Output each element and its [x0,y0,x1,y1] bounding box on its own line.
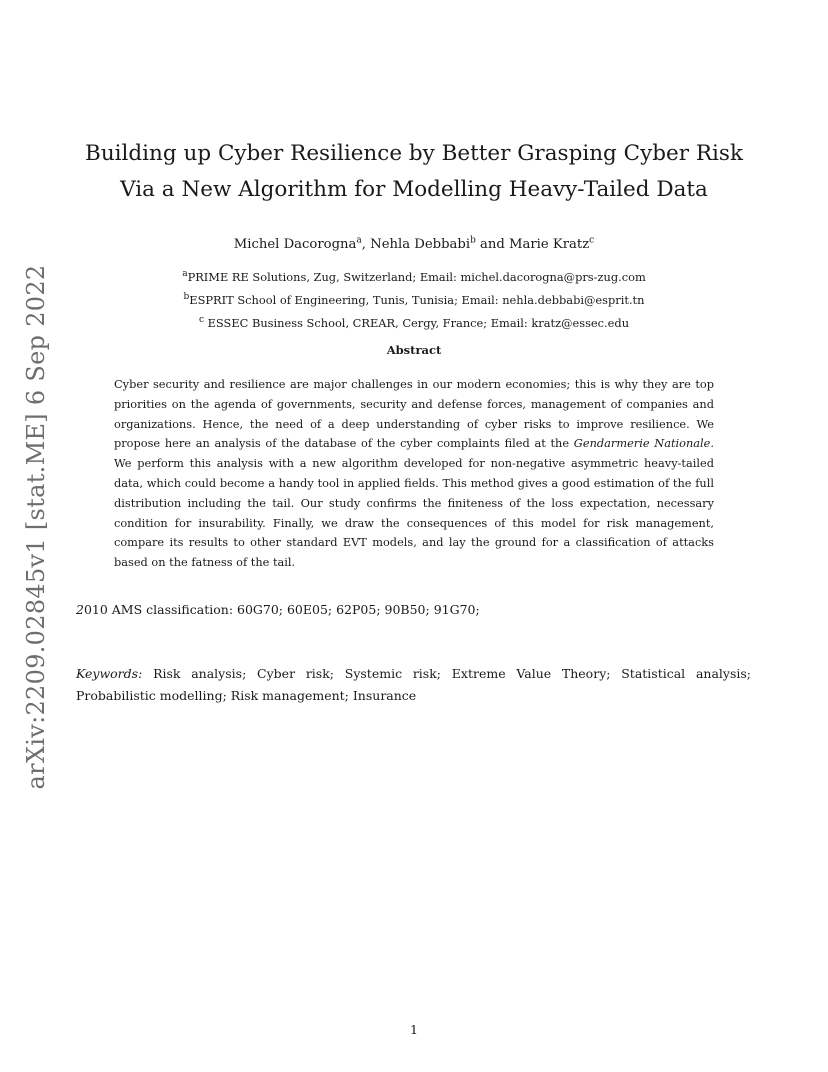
abstract-text [114,375,714,573]
author-mark: b [470,235,476,246]
arxiv-stamp-text: arXiv:2209.02845v1 [stat.ME] 6 Sep 2022 [22,264,50,790]
abstract-italic-term: Gendarmerie Nationale [573,436,711,451]
affiliation-text: PRIME RE Solutions, Zug, Switzerland; Email: michel.dacorogna@prs-zug.com [187,270,646,284]
title-line-1: Building up Cyber Resilience by Better Grasping Cyber Risk [85,141,743,166]
affiliation-text: ESPRIT School of Engineering, Tunis, Tunisia; Email: nehla.debbabi@esprit.tn [189,293,645,307]
affiliation [0,312,828,335]
author-separator: , [361,237,371,252]
author-name: Michel Dacorogna [233,237,357,252]
affiliation-mark: b [183,292,190,303]
abstract-text-part: . We perform this analysis with a new algorithm developed for non-negative asymmetric heavy-tailed data, which could become a handy tool in applied fields. This method gives a good estimation of the full distribution including the tail. Our study confirms the finiteness of the loss expectation, necessary condition for insurability. Finally, we draw the consequences of this model for risk management, compare its results to other standard EVT models, and lay the ground for a classification of attacks based on the fatness of the tail. [114,436,715,570]
author-mark: c [589,235,595,246]
title-line-2: Via a New Algorithm for Modelling Heavy-Tailed Data [120,177,708,202]
affiliation [0,266,828,289]
paper-title [0,136,828,208]
ams-mark: 2 [76,602,84,617]
keywords [76,663,751,707]
abstract-heading: Abstract [386,343,442,357]
keywords-text: Risk analysis; Cyber risk; Systemic risk; Extreme Value Theory; Statistical analysis; Probabilistic modelling; Risk management; Insurance [76,666,751,703]
keywords-label: Keywords: [76,666,143,681]
affiliation [0,289,828,312]
ams-text: 010 AMS classification: 60G70; 60E05; 62P05; 90B50; 91G70; [83,602,480,617]
affiliation-mark: c [198,315,204,326]
author-separator: and [475,237,510,252]
affiliation-text: ESSEC Business School, CREAR, Cergy, France; Email: kratz@essec.edu [203,316,630,330]
affiliation-mark: a [182,269,188,280]
author-mark: a [356,235,362,246]
author-name: Nehla Debbabi [370,237,471,252]
affiliation-list [0,266,828,335]
ams-classification [76,600,480,620]
author-name: Marie Kratz [509,237,590,252]
author-list [0,235,828,255]
page-number: 1 [410,1022,418,1037]
abstract-text-part: Cyber security and resilience are major challenges in our modern economies; this is why they are top priorities on the agenda of governments, security and defense forces, management of companies and organizations. Hence, the need of a deep understanding of cyber risks to improve resilience. We propose here an analysis of the database of the cyber complaints filed at the [114,377,714,451]
